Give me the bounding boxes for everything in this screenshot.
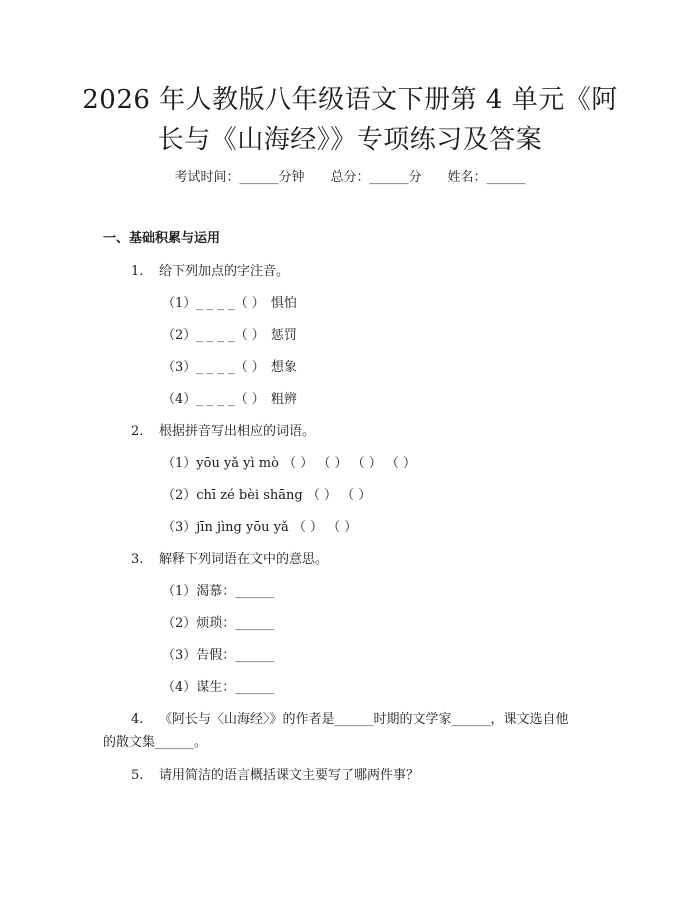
q3-item-2[interactable]: （2）烦琐：______ bbox=[162, 616, 275, 631]
answer-blank[interactable]: （4）_ _ _ _（ ） bbox=[162, 392, 265, 407]
q3-item-3[interactable]: （3）告假：______ bbox=[162, 648, 275, 663]
total-score-field[interactable]: 总分：______分 bbox=[330, 170, 422, 185]
question-text: 根据拼音写出相应的词语。 bbox=[159, 424, 316, 439]
question-number: 1. bbox=[131, 264, 144, 279]
exam-time-field[interactable]: 考试时间：______分钟 bbox=[174, 170, 305, 185]
question-4 bbox=[131, 710, 569, 730]
q1-item-2 bbox=[162, 326, 297, 346]
question-number: 2. bbox=[131, 424, 144, 439]
exam-info bbox=[0, 168, 700, 188]
q1-item-3 bbox=[162, 358, 297, 378]
q2-item-1[interactable]: （1）yōu yǎ yì mò （ ） （ ） （ ） （ ） bbox=[162, 456, 417, 471]
q2-item-3[interactable]: （3）jīn jìng yōu yǎ （ ） （ ） bbox=[162, 520, 358, 535]
question-number: 5. bbox=[131, 768, 144, 783]
question-number: 3. bbox=[131, 552, 144, 567]
title-line-1: 2026 年人教版八年级语文下册第 4 单元《阿 bbox=[82, 85, 618, 115]
section-title: 一、基础积累与运用 bbox=[103, 231, 221, 246]
q3-item-4[interactable]: （4）谋生：______ bbox=[162, 680, 275, 695]
answer-blank[interactable]: （3）_ _ _ _（ ） bbox=[162, 360, 265, 375]
target-word: 想象 bbox=[270, 360, 297, 375]
question-text-line-2[interactable]: 的散文集______。 bbox=[103, 735, 208, 750]
question-5 bbox=[131, 766, 419, 786]
name-field[interactable]: 姓名：______ bbox=[447, 170, 526, 185]
target-word: 惩罚 bbox=[270, 328, 297, 343]
question-text: 解释下列词语在文中的意思。 bbox=[159, 552, 329, 567]
q2-item-2[interactable]: （2）chī zé bèi shāng （ ） （ ） bbox=[162, 488, 372, 503]
question-text: 请用简洁的语言概括课文主要写了哪两件事？ bbox=[159, 768, 420, 783]
question-text-line-1[interactable]: 《阿长与〈山海经〉》的作者是______时期的文学家______，课文选自他 bbox=[159, 712, 569, 727]
question-2 bbox=[131, 422, 315, 442]
answer-blank[interactable]: （1）_ _ _ _（ ） bbox=[162, 296, 265, 311]
answer-blank[interactable]: （2）_ _ _ _（ ） bbox=[162, 328, 265, 343]
target-word: 粗辨 bbox=[270, 392, 297, 407]
q3-item-1[interactable]: （1）渴慕：______ bbox=[162, 584, 275, 599]
q1-item-1 bbox=[162, 294, 297, 314]
question-text: 给下列加点的字注音。 bbox=[159, 264, 290, 279]
q1-item-4 bbox=[162, 390, 297, 410]
document-title bbox=[60, 80, 640, 160]
target-word: 惧怕 bbox=[270, 296, 297, 311]
title-line-2: 长与《山海经》》专项练习及答案 bbox=[157, 125, 543, 155]
question-1 bbox=[131, 262, 289, 282]
question-number: 4. bbox=[131, 712, 144, 727]
question-3 bbox=[131, 550, 328, 570]
